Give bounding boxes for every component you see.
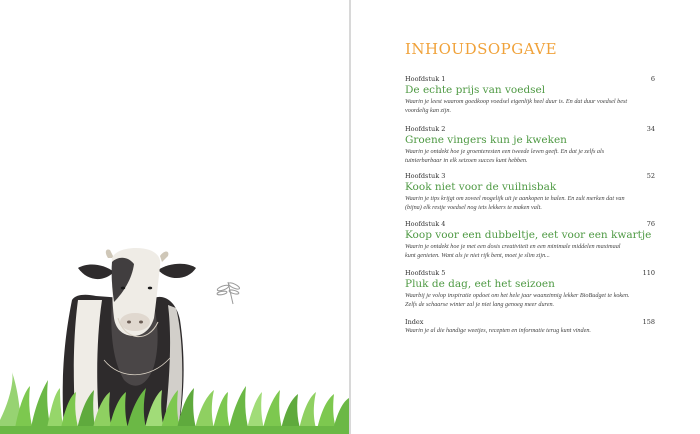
- toc-entry-chapter-1[interactable]: [405, 75, 655, 115]
- chapter-description: Waarin je ontdekt hoe je groenteresten een tweede leven geeft. En dat je zelfs als tuinierbarbaar in elk seizoen succes kunt hebben.: [405, 148, 605, 164]
- toc-title: INHOUDSOPGAVE: [405, 40, 558, 58]
- chapter-title: Kook niet voor de vuilnisbak: [405, 181, 557, 193]
- dragonfly-icon: [217, 282, 241, 304]
- chapter-title: Koop voor een dubbeltje, eet voor een kwartje: [405, 229, 652, 241]
- index-page-number: 158: [642, 318, 655, 326]
- chapter-page-number: 110: [642, 269, 655, 277]
- chapter-page-number: 6: [650, 75, 655, 83]
- chapter-title: Groene vingers kun je kweken: [405, 134, 567, 146]
- chapter-description: Waarin je leest waarom goedkoop voedsel eigenlijk heel duur is. En dat duur voedsel best voordelig kan zijn.: [405, 98, 628, 114]
- chapter-description: Waarin je ontdekt hoe je met een dosis creativiteit en een minimale middelen maximaal kunt genieten. Want als je niet rijk bent, moet je slim zijn...: [405, 243, 621, 259]
- index-description: Waarin je al die handige weetjes, recepten en informatie terug kunt vinden.: [405, 327, 591, 334]
- left-page: [0, 0, 349, 434]
- chapter-label: Hoofdstuk 3: [405, 172, 446, 180]
- cow-illustration: [0, 0, 349, 434]
- toc-entry-chapter-4[interactable]: [405, 220, 655, 260]
- toc-entry-chapter-5[interactable]: [405, 269, 655, 309]
- index-label: Index: [405, 318, 424, 326]
- chapter-description: Waarbij je volop inspiratie opdoet om het hele jaar waanzinnig lekker BioBudget te koken. Zelfs de schaarse winter zal je niet lang genoeg meer duren.: [405, 292, 630, 308]
- chapter-label: Hoofdstuk 1: [405, 75, 446, 83]
- toc-entry-chapter-2[interactable]: [405, 125, 655, 165]
- chapter-title: Pluk de dag, eet het seizoen: [405, 278, 555, 290]
- chapter-title: De echte prijs van voedsel: [405, 84, 546, 96]
- chapter-page-number: 34: [646, 125, 655, 133]
- toc-entry-index[interactable]: [405, 318, 655, 335]
- chapter-label: Hoofdstuk 4: [405, 220, 446, 228]
- chapter-description: Waarin je tips krijgt om zoveel mogelijk uit je aankopen te halen. En zult merken dat van (bijna) elk restje voedsel nog iets lekkers te maken valt.: [405, 195, 625, 211]
- chapter-page-number: 52: [646, 172, 655, 180]
- chapter-label: Hoofdstuk 5: [405, 269, 446, 277]
- right-page: [351, 0, 700, 434]
- toc-entry-chapter-3[interactable]: [405, 172, 655, 212]
- chapter-label: Hoofdstuk 2: [405, 125, 446, 133]
- chapter-page-number: 76: [646, 220, 655, 228]
